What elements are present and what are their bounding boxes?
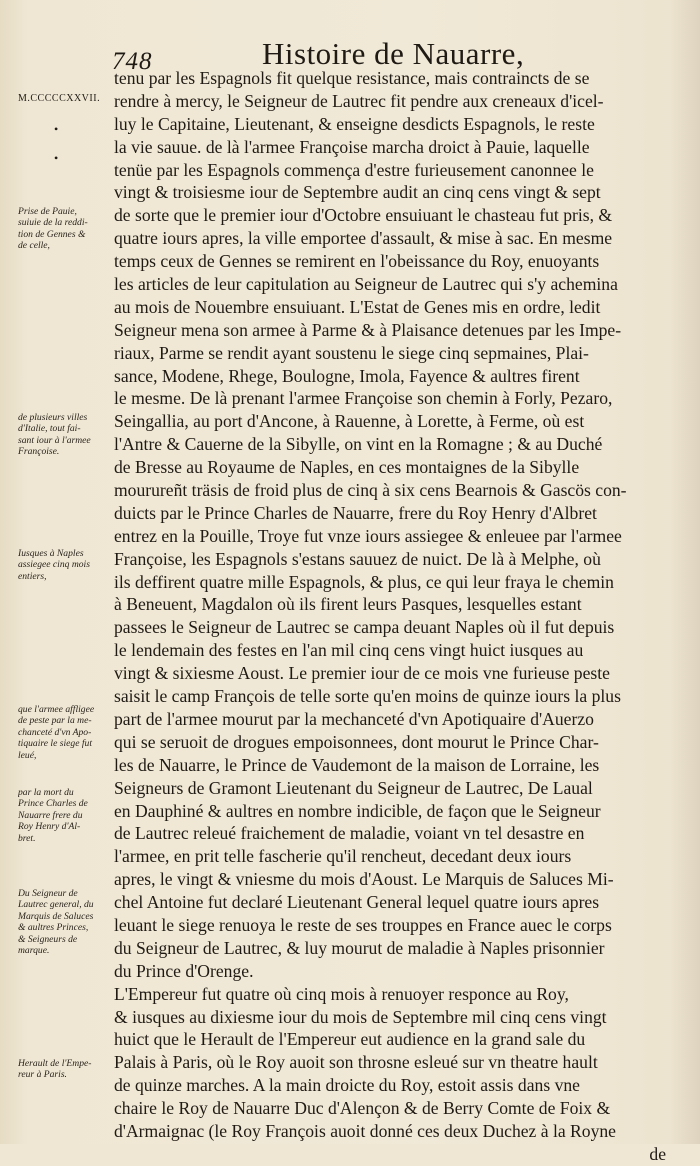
text-line: chaire le Roy de Nauarre Duc d'Alençon & de Berry Comte de Foix & bbox=[114, 1098, 611, 1119]
text-line: riaux, Parme se rendit ayant soustenu le siege cinq sepmaines, Plai- bbox=[114, 342, 589, 363]
text-line: au mois de Nouembre ensuiuant. L'Estat de Genes mis en ordre, ledit bbox=[114, 296, 601, 317]
text-line: temps ceux de Gennes se remirent en l'obeissance du Roy, enuoyants bbox=[114, 251, 600, 272]
margin-note-line: leué, bbox=[18, 749, 37, 761]
margin-year: M.CCCCCXXVII. bbox=[18, 93, 101, 104]
page-number: 748 bbox=[112, 48, 153, 75]
margin-note-line: de celle, bbox=[18, 240, 50, 252]
margin-note-line: Françoise. bbox=[18, 446, 60, 458]
text-line: vingt & sixiesme Aoust. Le premier iour de ce mois vne furieuse peste bbox=[114, 663, 610, 684]
text-line: à Beneuent, Magdalon où ils firent leurs Pasques, lesquelles estant bbox=[114, 594, 582, 615]
margin-note-line: tion de Gennes & bbox=[18, 228, 86, 240]
text-line: part de l'armee mourut par la mechanceté d'vn Apotiquaire d'Auerzo bbox=[114, 708, 594, 729]
text-line: tenüe par les Espagnols commença d'estre furieusement canonnee le bbox=[114, 159, 594, 180]
margin-note-line: Prince Charles de bbox=[18, 798, 88, 810]
margin-note-line: de plusieurs villes bbox=[18, 412, 88, 423]
margin-note-line: Lautrec general, du bbox=[18, 899, 94, 911]
margin-note bbox=[18, 548, 122, 582]
margin-note-line: suiuie de la reddi- bbox=[18, 217, 88, 229]
margin-note-line: assiegee cinq mois bbox=[18, 559, 90, 571]
text-line: duicts par le Prince Charles de Nauarre, frere du Roy Henry d'Albret bbox=[114, 502, 597, 523]
margin-note-line: bret. bbox=[18, 832, 36, 844]
text-line: en Dauphiné & aultres en nombre indicible, de façon que le Seigneur bbox=[114, 800, 601, 821]
margin-note-line: marque. bbox=[18, 945, 50, 957]
margin-note-line: de peste par la me- bbox=[18, 715, 92, 727]
text-line: du Seigneur de Lautrec, & luy mourut de maladie à Naples prisonnier bbox=[114, 937, 605, 958]
text-line: leuant le siege renuoya le reste de ses trouppes en France auec le corps bbox=[114, 914, 612, 935]
text-line: quatre iours apres, la ville emportee d'assault, & mise à sac. En mesme bbox=[114, 228, 613, 249]
text-line: chel Antoine fut declaré Lieutenant General lequel quatre iours apres bbox=[114, 892, 600, 913]
text-line: Françoise, les Espagnols s'estans sauuez de nuict. De là à Melphe, où bbox=[114, 548, 601, 569]
text-line: saisit le camp François de telle sorte qu'en moins de quinze iours la plus bbox=[114, 686, 621, 707]
text-line: de bbox=[649, 1143, 666, 1164]
margin-note bbox=[18, 704, 122, 761]
margin-note-line: & aultres Princes, bbox=[18, 922, 89, 934]
text-line: de Bresse au Royaume de Naples, en ces montaignes de la Sibylle bbox=[114, 457, 580, 478]
text-line: Palais à Paris, où le Roy auoit son throsne esleué sur vn theatre hault bbox=[114, 1052, 598, 1073]
margin-dot: • bbox=[54, 122, 59, 136]
margin-note-line: entiers, bbox=[18, 570, 47, 582]
margin-note-line: sant iour à l'armee bbox=[18, 434, 91, 446]
margin-note-line: Du Seigneur de bbox=[18, 888, 78, 899]
text-line: la vie sauue. de là l'armee Françoise marcha droict à Pauie, laquelle bbox=[114, 136, 590, 157]
text-line: Seigneur mena son armee à Parme & à Plaisance detenues par les Impe- bbox=[114, 319, 622, 340]
margin-note bbox=[18, 412, 122, 458]
main-text bbox=[114, 67, 666, 1166]
text-line: les de Nauarre, le Prince de Vaudemont de la maison de Lorraine, les bbox=[114, 754, 600, 775]
text-line: Seigneurs de Gramont Lieutenant du Seigneur de Lautrec, De Laual bbox=[114, 777, 593, 798]
margin-note-line: Marquis de Saluces bbox=[18, 910, 94, 922]
margin-note-line: Herault de l'Empe- bbox=[18, 1058, 92, 1069]
margin-note-line: tiquaire le siege fut bbox=[18, 738, 92, 750]
text-line: & iusques au dixiesme iour du mois de Septembre mil cinq cens vingt bbox=[114, 1006, 607, 1027]
margin-note-line: d'Italie, tout fai- bbox=[18, 423, 81, 435]
text-line: de quinze marches. A la main droicte du Roy, estoit assis dans vne bbox=[114, 1075, 580, 1096]
margin-note-line: que l'armee affligee bbox=[18, 704, 95, 715]
text-line: du Prince d'Orenge. bbox=[114, 960, 254, 981]
text-line: vingt & troisiesme iour de Septembre audit an cinq cens vingt & sept bbox=[114, 182, 601, 203]
margin-note-line: chanceté d'vn Apo- bbox=[18, 726, 92, 738]
margin-note-line: Roy Henry d'Al- bbox=[18, 821, 81, 833]
text-line: Seingallia, au port d'Ancone, à Rauenne, à Lorette, à Ferme, où est bbox=[114, 411, 585, 432]
text-line: L'Empereur fut quatre où cinq mois à renuoyer responce au Roy, bbox=[114, 983, 569, 1004]
text-line: entrez en la Pouille, Troye fut vnze iours assiegee & enleuee par l'armee bbox=[114, 525, 622, 546]
text-line: luy le Capitaine, Lieutenant, & enseigne desdicts Espagnols, le reste bbox=[114, 113, 595, 134]
page-fold-shadow bbox=[670, 0, 700, 1144]
text-line: qui se seruoit de drogues empoisonnees, dont mourut le Prince Char- bbox=[114, 731, 599, 752]
margin-dot: • bbox=[54, 151, 59, 165]
margin-note-line: Iusques à Naples bbox=[18, 548, 84, 559]
margin-note-line: reur à Paris. bbox=[18, 1069, 67, 1081]
text-line: de sorte que le premier iour d'Octobre ensuiuant le chasteau fut pris, & bbox=[114, 205, 613, 226]
text-line: le mesme. De là prenant l'armee Françoise son chemin à Forly, Pezaro, bbox=[114, 388, 613, 409]
margin-note bbox=[18, 888, 122, 956]
margin-note-line: Nauarre frere du bbox=[18, 809, 83, 821]
margin-note-line: Prise de Pauie, bbox=[18, 206, 77, 217]
text-line: tenu par les Espagnols fit quelque resistance, mais contraincts de se bbox=[114, 68, 590, 88]
text-line: apres, le vingt & vniesme du mois d'Aoust. Le Marquis de Saluces Mi- bbox=[114, 869, 614, 890]
text-line: de Lautrec releué fraichement de maladie, voiant vn tel desastre en bbox=[114, 823, 585, 844]
text-line: d'Armaignac (le Roy François auoit donné ces deux Duchez à la Royne bbox=[114, 1120, 616, 1141]
text-line: rendre à mercy, le Seigneur de Lautrec fit pendre aux creneaux d'icel- bbox=[114, 90, 604, 111]
margin-note-line: par la mort du bbox=[18, 787, 74, 798]
text-line: l'armee, en prit telle fascherie qu'il rencheut, decedant deux iours bbox=[114, 846, 572, 867]
margin-note-line: & Seigneurs de bbox=[18, 933, 78, 945]
text-line: huict que le Herault de l'Empereur eut audience en la grand sale du bbox=[114, 1029, 586, 1050]
text-line: mourureñt träsis de froid plus de cinq à six cens Bearnois & Gascös con- bbox=[114, 480, 627, 501]
text-line: passees le Seigneur de Lautrec se campa deuant Naples où il fut depuis bbox=[114, 617, 615, 638]
margin-note bbox=[18, 787, 122, 844]
text-line: ils deffirent quatre mille Espagnols, & plus, ce qui leur fraya le chemin bbox=[114, 571, 614, 592]
running-title: Histoire de Nauarre, bbox=[262, 36, 525, 71]
text-line: l'Antre & Cauerne de la Sibylle, on vint en la Romagne ; & au Duché bbox=[114, 434, 603, 455]
text-line: sance, Modene, Rhege, Boulogne, Imola, Fayence & aultres firent bbox=[114, 365, 580, 386]
text-line: le lendemain des festes en l'an mil cinq cens vingt huict iusques au bbox=[114, 640, 584, 661]
margin-note bbox=[18, 1058, 122, 1081]
text-line: les articles de leur capitulation au Seigneur de Lautrec qui s'y achemina bbox=[114, 274, 618, 295]
margin-note bbox=[18, 206, 122, 252]
